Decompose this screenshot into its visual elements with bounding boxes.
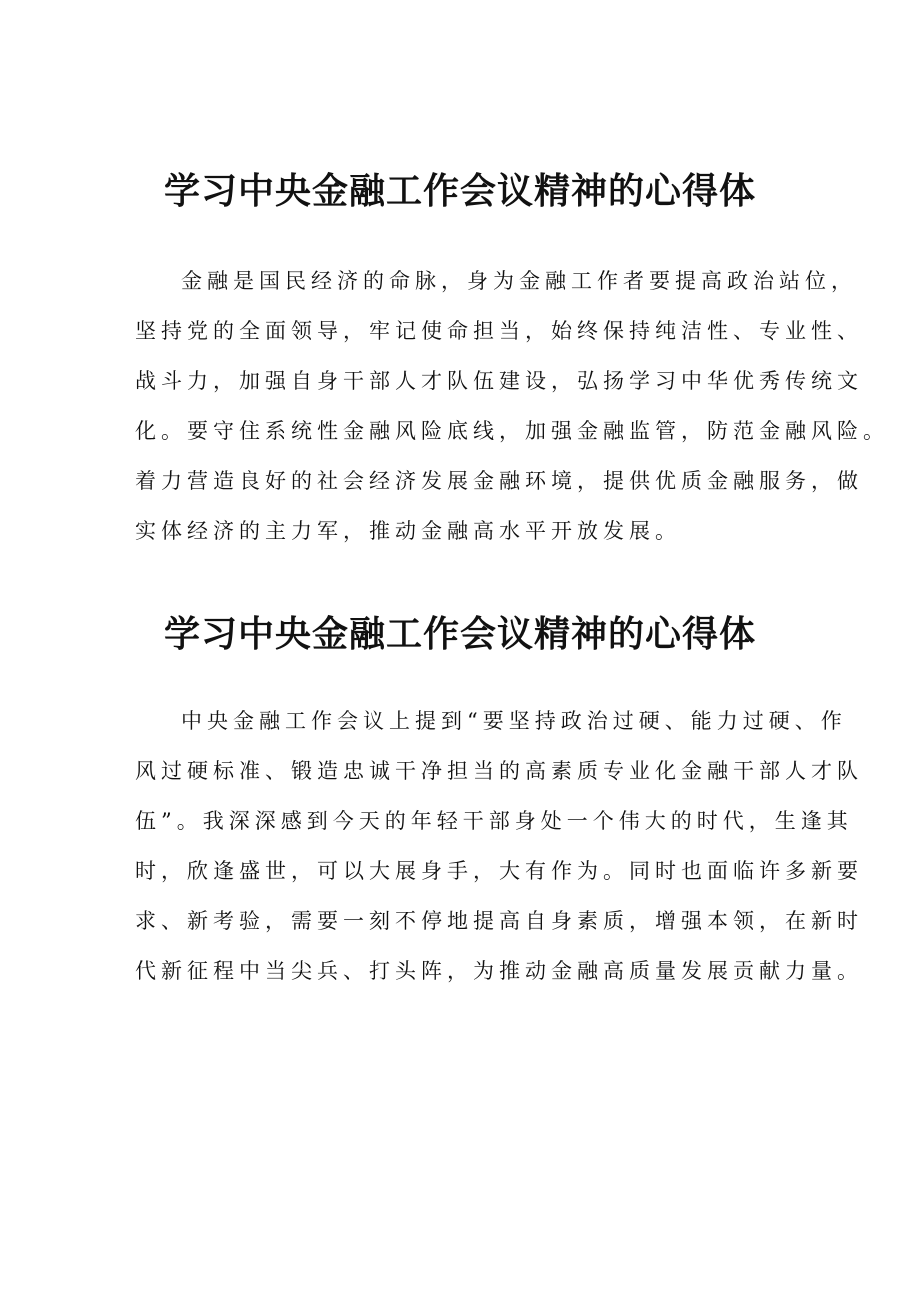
section-1-paragraph (135, 256, 889, 556)
section-2-title: 学习中央金融工作会议精神的心得体 (163, 614, 756, 655)
paragraph-line: 实体经济的主力军，推动金融高水平开放发展。 (135, 519, 681, 543)
section-1-title: 学习中央金融工作会议精神的心得体 (163, 171, 756, 212)
paragraph-line: 金融是国民经济的命脉，身为金融工作者要提高政治站位， (181, 269, 857, 293)
paragraph-line: 伍”。我深深感到今天的年轻干部身处一个伟大的时代，生逢其 (135, 809, 853, 833)
paragraph-line: 着力营造良好的社会经济发展金融环境，提供优质金融服务，做 (135, 469, 863, 493)
paragraph-line: 战斗力，加强自身干部人才队伍建设，弘扬学习中华优秀传统文 (135, 369, 863, 393)
paragraph-line: 代新征程中当尖兵、打头阵，为推动金融高质量发展贡献力量。 (135, 959, 863, 983)
paragraph-line: 时，欣逢盛世，可以大展身手，大有作为。同时也面临许多新要 (135, 859, 863, 883)
paragraph-line: 坚持党的全面领导，牢记使命担当，始终保持纯洁性、专业性、 (135, 319, 863, 343)
section-2-paragraph (135, 696, 863, 996)
paragraph-line: 求、新考验，需要一刻不停地提高自身素质，增强本领，在新时 (135, 909, 863, 933)
paragraph-line: 化。要守住系统性金融风险底线，加强金融监管，防范金融风险。 (135, 419, 889, 443)
paragraph-line: 风过硬标准、锻造忠诚干净担当的高素质专业化金融干部人才队 (135, 759, 863, 783)
paragraph-line: 中央金融工作会议上提到“要坚持政治过硬、能力过硬、作 (181, 709, 847, 733)
